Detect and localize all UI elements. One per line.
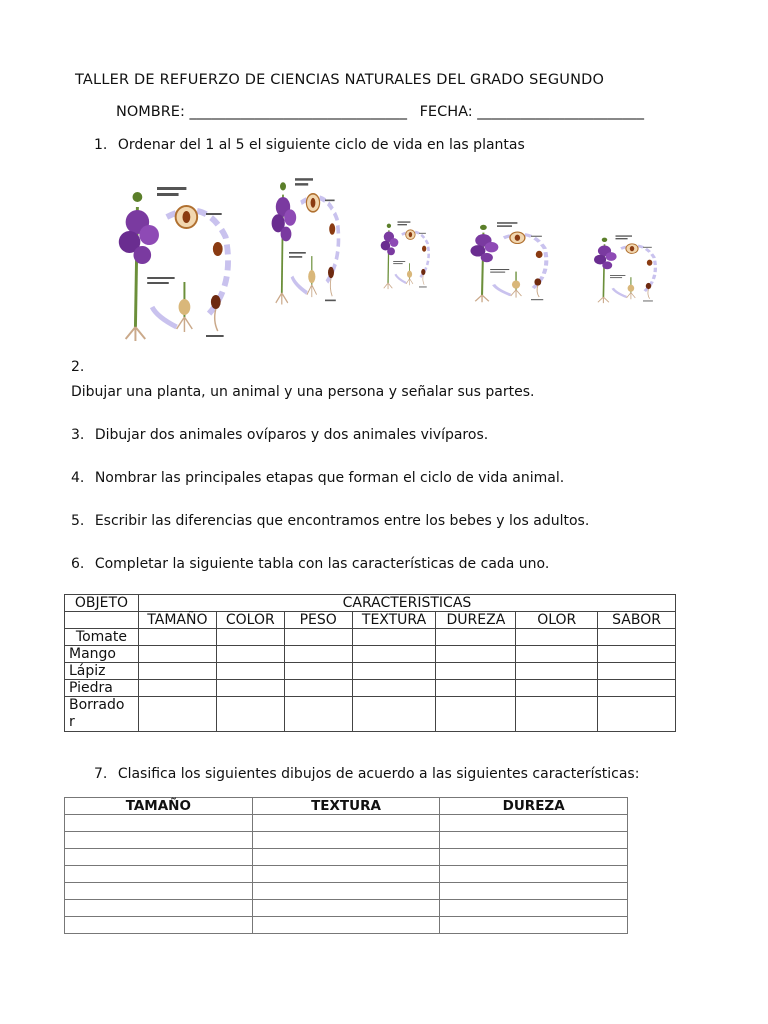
question-5-number: 5. [71,513,85,529]
table-cell[interactable] [138,629,216,646]
table-row [65,697,676,732]
table-row [65,849,628,866]
question-1-number: 1. [94,137,108,153]
question-4 [71,470,564,486]
table-cell[interactable] [440,815,628,832]
table-cell[interactable] [138,646,216,663]
plant-life-cycle-images [0,165,768,350]
question-2-text: Dibujar una planta, un animal y una persona y señalar sus partes. [71,384,535,400]
table-cell[interactable] [352,697,436,732]
header-textura-2: TEXTURA [252,798,440,815]
table-cell[interactable] [598,646,676,663]
table-cell[interactable] [352,629,436,646]
header-color: COLOR [216,612,284,629]
table-row [65,917,628,934]
table-row [65,900,628,917]
question-4-number: 4. [71,470,85,486]
question-6-number: 6. [71,556,85,572]
table-row [65,832,628,849]
question-5 [71,513,589,529]
table-cell[interactable] [216,663,284,680]
header-tamano-2: TAMAÑO [65,798,253,815]
table-cell[interactable] [440,883,628,900]
life-cycle-image-1 [119,187,228,341]
header-peso: PESO [284,612,352,629]
header-sabor: SABOR [598,612,676,629]
table-cell[interactable] [252,849,440,866]
question-6-text: Completar la siguiente tabla con las características de cada uno. [94,556,550,572]
table-cell[interactable] [65,815,253,832]
classification-table [64,797,628,934]
table-cell[interactable] [216,629,284,646]
question-1 [94,137,525,153]
table-row [65,663,676,680]
table-cell[interactable] [598,629,676,646]
table-cell[interactable] [352,663,436,680]
header-objeto: OBJETO [65,595,139,612]
question-2-number: 2. [71,359,85,375]
question-7 [94,766,639,782]
table-cell[interactable] [284,629,352,646]
life-cycle-image-5 [594,235,655,303]
row-label-borrador-line1: Borrado [69,697,125,713]
table-cell[interactable] [516,697,598,732]
table-cell[interactable] [65,866,253,883]
question-5-text: Escribir las diferencias que encontramos entre los bebes y los adultos. [94,513,590,529]
table-row [65,866,628,883]
table-cell[interactable] [252,900,440,917]
table-cell[interactable] [352,680,436,697]
header-caracteristicas: CARACTERISTICAS [138,595,675,612]
table-cell[interactable] [65,612,139,629]
table-row [65,629,676,646]
table-cell[interactable] [440,900,628,917]
row-label-borrador-line2: r [69,714,75,730]
table-cell[interactable] [138,663,216,680]
header-olor: OLOR [516,612,598,629]
table-cell[interactable] [65,832,253,849]
table-cell[interactable] [516,680,598,697]
row-label-mango: Mango [65,646,139,663]
row-label-tomate: Tomate [65,629,139,646]
header-textura: TEXTURA [352,612,436,629]
table-cell[interactable] [65,900,253,917]
table-cell[interactable] [440,866,628,883]
table-cell[interactable] [598,663,676,680]
life-cycle-image-2 [272,178,339,304]
name-blank: ______________________________ [189,104,407,120]
table-cell[interactable] [138,697,216,732]
header-tamano: TAMAÑO [138,612,216,629]
life-cycle-image-3 [381,221,429,289]
table-cell[interactable] [65,917,253,934]
table-row [65,646,676,663]
question-3-text: Dibujar dos animales ovíparos y dos animales vivíparos. [94,427,489,443]
table-cell[interactable] [440,832,628,849]
table-cell[interactable] [516,629,598,646]
table-cell[interactable] [436,646,516,663]
table-cell[interactable] [352,646,436,663]
question-7-number: 7. [94,766,108,782]
date-label: FECHA: [419,104,473,120]
table-cell[interactable] [252,832,440,849]
characteristics-table [64,594,676,732]
question-7-text: Clasifica los siguientes dibujos de acuerdo a las siguientes características: [117,766,640,782]
table-cell[interactable] [216,680,284,697]
table-cell[interactable] [284,663,352,680]
worksheet-title: TALLER DE REFUERZO DE CIENCIAS NATURALES DEL GRADO SEGUNDO [75,72,605,88]
table-cell[interactable] [216,697,284,732]
life-cycle-image-4 [470,222,546,302]
table-row [65,680,676,697]
table-cell[interactable] [598,680,676,697]
table-cell[interactable] [252,883,440,900]
header-dureza-2: DUREZA [440,798,628,815]
question-1-text: Ordenar del 1 al 5 el siguiente ciclo de vida en las plantas [117,137,525,153]
table-cell[interactable] [252,917,440,934]
table-row [65,815,628,832]
table-cell[interactable] [516,646,598,663]
table-cell[interactable] [252,866,440,883]
table-cell[interactable] [516,663,598,680]
question-4-text: Nombrar las principales etapas que forman el ciclo de vida animal. [94,470,565,486]
table-cell[interactable] [436,697,516,732]
row-label-lapiz: Lápiz [65,663,139,680]
name-date-line [116,104,644,120]
table-cell[interactable] [436,663,516,680]
row-label-borrador [65,697,139,732]
table-cell[interactable] [436,680,516,697]
question-6 [71,556,549,572]
table-cell[interactable] [216,646,284,663]
table-cell[interactable] [440,917,628,934]
question-3-number: 3. [71,427,85,443]
row-label-piedra: Piedra [65,680,139,697]
table-cell[interactable] [284,646,352,663]
table-cell[interactable] [65,849,253,866]
table-cell[interactable] [284,680,352,697]
table-cell[interactable] [440,849,628,866]
name-label: NOMBRE: [116,104,185,120]
date-blank: _______________________ [477,104,645,120]
table-cell[interactable] [138,680,216,697]
table-cell[interactable] [65,883,253,900]
table-row [65,883,628,900]
table-cell[interactable] [252,815,440,832]
table-cell[interactable] [436,629,516,646]
table-cell[interactable] [284,697,352,732]
table-cell[interactable] [598,697,676,732]
header-dureza: DUREZA [436,612,516,629]
question-3 [71,427,488,443]
